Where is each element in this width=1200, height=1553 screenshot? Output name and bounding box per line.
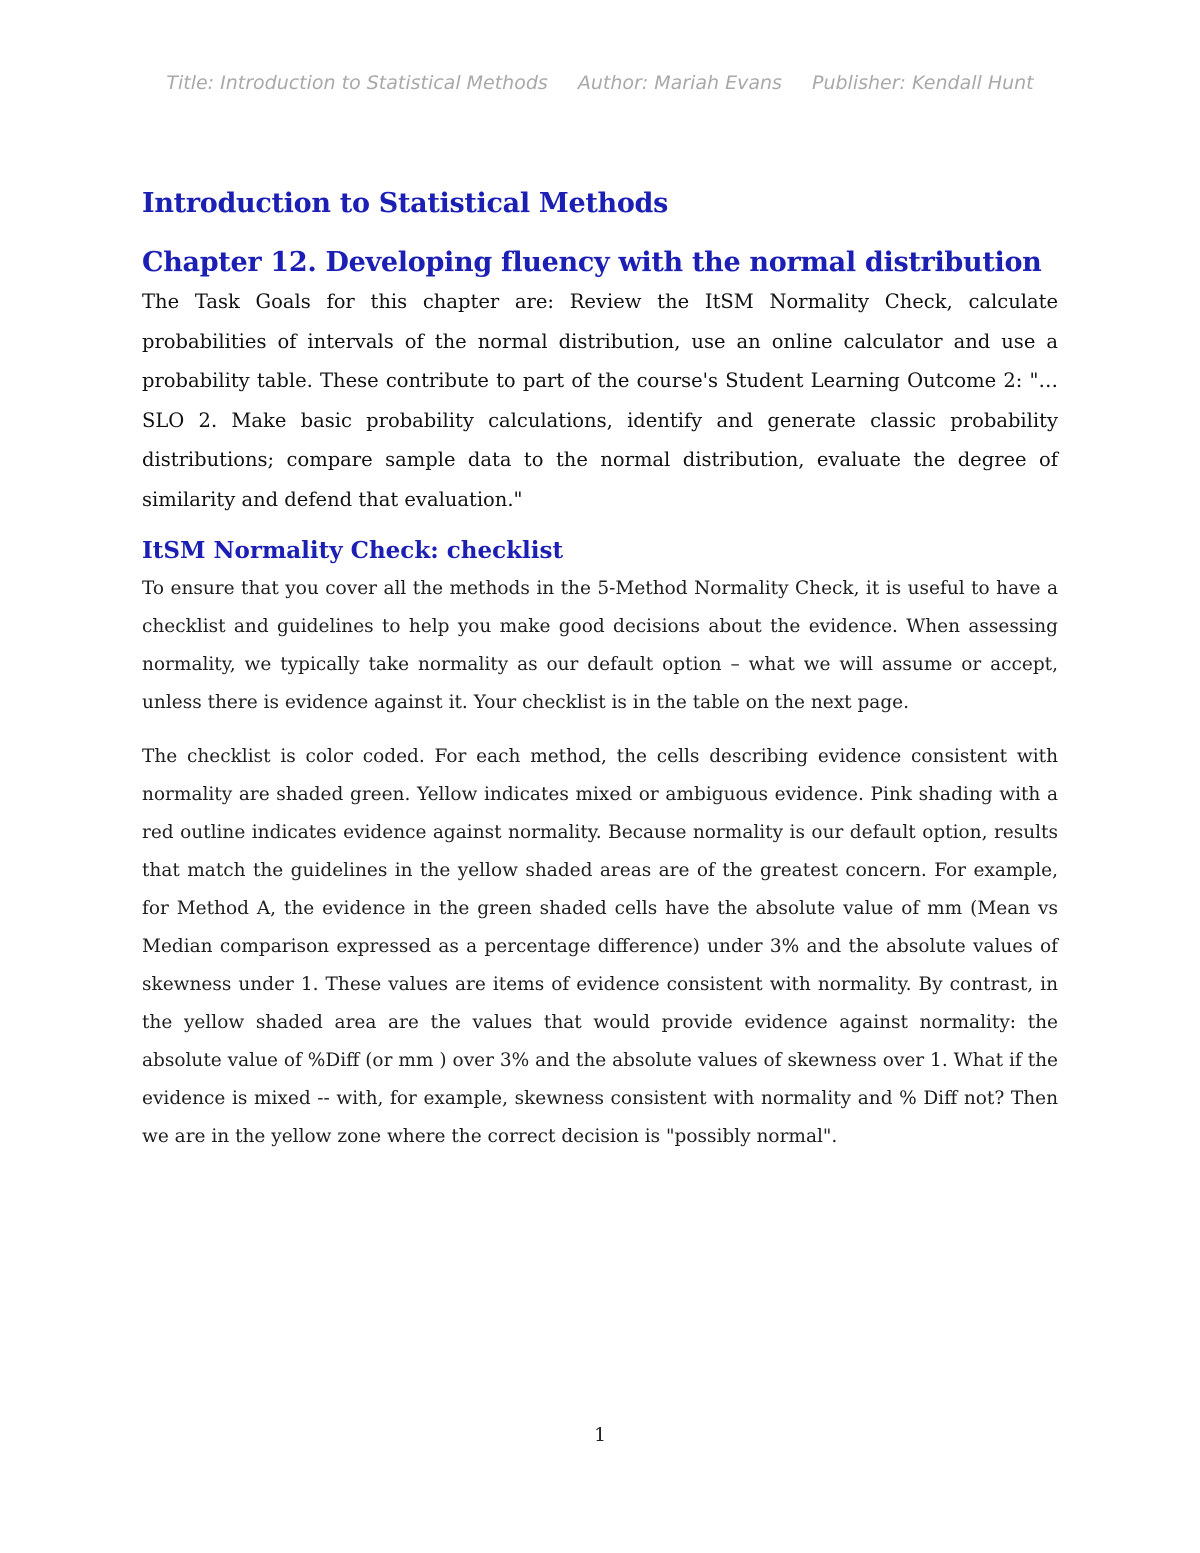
header-title-field: Title: Introduction to Statistical Methods [166,72,548,94]
running-header [0,72,1200,94]
color-coding-paragraph: The checklist is color coded. For each method, the cells describing evidence consistent with normality are shaded green. Yellow indicates mixed or ambiguous evidence. Pink shading with a red outline indicates evidence against normality. Because normality is our default option, results that match the guidelines in the yellow shaded areas are of the greatest concern. For example, for Method A, the evidence in the green shaded cells have the absolute value of mm (Mean vs Median comparison expressed as a percentage difference) under 3% and the absolute values of skewness under 1. These values are items of evidence consistent with normality. By contrast, in the yellow shaded area are the values that would provide evidence against normality: the absolute value of %Diff (or mm ) over 3% and the absolute values of skewness over 1. What if the evidence is mixed -- with, for example, skewness consistent with normality and % Diff not? Then we are in the yellow zone where the correct decision is "possibly normal". [142,746,1058,1147]
page-number: 1 [593,1424,607,1446]
header-author-field: Author: Mariah Evans [577,72,782,94]
chapter-title: Chapter 12. Developing fluency with the normal distribution [142,247,1042,278]
task-goals-paragraph: The Task Goals for this chapter are: Review the ItSM Normality Check, calculate probabilities of intervals of the normal distribution, use an online calculator and use a probability table. These contribute to part of the course's Student Learning Outcome 2: "…SLO 2. Make basic probability calculations, identify and generate classic probability distributions; compare sample data to the normal distribution, evaluate the degree of similarity and defend that evaluation." [142,290,1058,511]
section-title: ItSM Normality Check: checklist [142,537,564,564]
page-content [142,188,1058,1172]
checklist-intro-paragraph: To ensure that you cover all the methods in the 5-Method Normality Check, it is useful to have a checklist and guidelines to help you make good decisions about the evidence. When assessing normality, we typically take normality as our default option – what we will assume or accept, unless there is evidence against it. Your checklist is in the table on the next page. [142,578,1058,713]
header-publisher-field: Publisher: Kendall Hunt [812,72,1034,94]
document-title: Introduction to Statistical Methods [142,188,669,219]
